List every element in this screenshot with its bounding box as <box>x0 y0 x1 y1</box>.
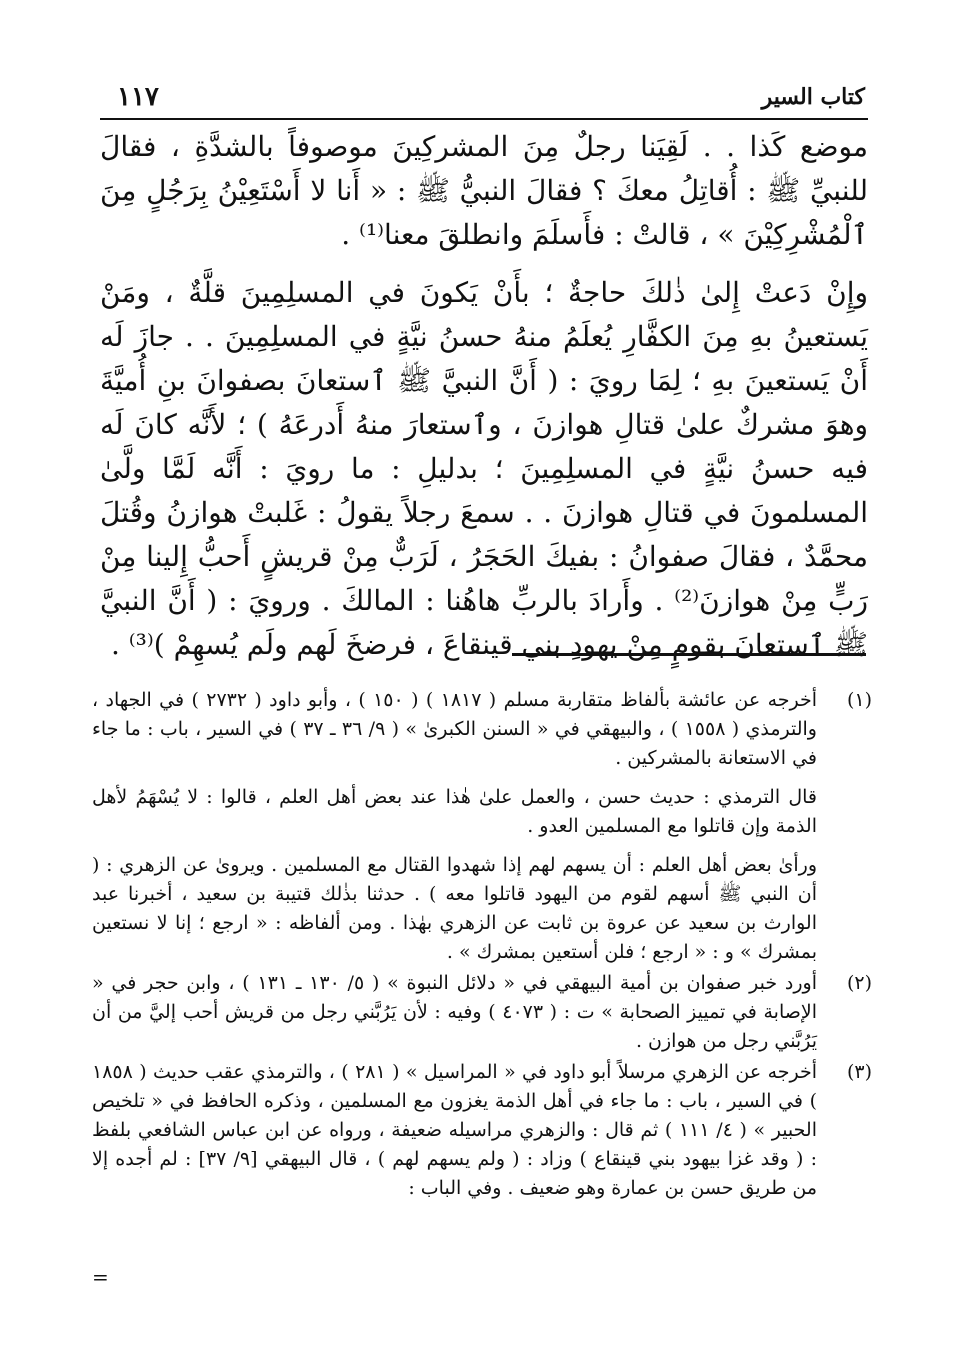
footnote-divider <box>512 653 866 656</box>
main-paragraph: وإِنْ دَعتْ إِلىٰ ذٰلكَ حاجةٌ ؛ بأَنْ يَكونَ في المسلِمِينَ قلَّةٌ ، ومَنْ يَستعينُ بهِ مِنَ الكفَّارِ يُعلَمُ منهُ حسنُ نيَّةٍ في المسلِمِينَ . . جازَ لَه أَنْ يَستعينَ بهِ ؛ لِمَا رويَ : ( أَنَّ النبيَّ ﷺ ٱستعانَ بصفوانَ بنِ أُميَّةَ وهوَ مشركٌ علىٰ قتالِ هوازنَ ، وٱستعارَ منهُ أَدرعَهُ ) ؛ لأَنَّه كانَ لَه فيه حسنُ نيَّةٍ في المسلِمِينَ ؛ بدليلِ : ما رويَ : أَنَّه لَمَّا ولَّىٰ المسلمونَ في قتالِ هوازنَ . . سمعَ رجلاً يقولُ : غَلبتْ هوازنُ وقُتلَ محمَّدٌ ، فقالَ صفوانُ : بفيكَ الحَجَرُ ، لَرَبٌّ مِنْ قريشٍ أَحبُّ إِلينا مِنْ رَبٍّ مِنْ هوازنَ⁽²⁾ . وأَرادَ بالربِّ هاهُنا : المالكَ . ورويَ : ( أَنَّ النبيَّ ﷺ ٱستعانَ بقومٍ مِنْ يهودِ بني قينقاعَ ، فرضخَ لَهم ولَم يُسهِمْ )⁽³⁾ . <box>100 276 869 661</box>
continuation-mark: = <box>92 1265 109 1289</box>
page-header <box>105 82 865 118</box>
footnote-paragraph: أخرجه عن عائشة بألفاظ متقاربة مسلم ( ١٨١٧ ) ( ١٥٠ ) ، وأبو داود ( ٢٧٣٢ ) في الجهاد ، والترمذي ( ١٥٥٨ ) ، والبيهقي في « السنن الكبرىٰ » ( ٩/ ٣٦ ـ ٣٧ ) في السير ، باب : ما جاء في الاستعانة بالمشركين . <box>92 689 818 769</box>
header-divider <box>100 118 868 120</box>
running-title: كتاب السير <box>761 84 865 110</box>
page-number: ١١٧ <box>117 82 159 112</box>
footnote-paragraph: أخرجه عن الزهري مرسلاً أبو داود في « المراسيل » ( ٢٨١ ) ، والترمذي عقب حديث ( ١٨٥٨ ) في السير ، باب : ما جاء في أهل الذمة يغزون مع المسلمين ، وذكره الحافظ في « تلخيص الحبير » ( ٤/ ١١١ ) ثم قال : والزهري مراسيله ضعيفة ، ورواه عن ابن عباس الشافعي بلفظ : ( وقد غزا بيهود بني قينقاع ) وزاد : ( ولم يسهم لهم ) ، قال البيهقي [٩/ ٣٧] : لم أجده إلا من طريق حسن بن عمارة وهو ضعيف . وفي الباب : <box>92 1061 818 1199</box>
footnotes <box>92 686 872 1203</box>
footnote-number: (١) <box>846 689 872 711</box>
footnote-paragraph: قال الترمذي : حديث حسن ، والعمل علىٰ هٰذا عند بعض أهل العلم ، قالوا : لا يُسْهَمُ لأهل الذمة وإن قاتلوا مع المسلمين العدو . <box>92 786 817 837</box>
footnote-paragraph: ورأىٰ بعض أهل العلم : أن يسهم لهم إذا شهدوا القتال مع المسلمين . ويروىٰ عن الزهري : ( أن النبي ﷺ أسهم لقوم من اليهود قاتلوا معه ) . حدثنا بذٰلك قتيبة بن سعيد ، أخبرنا عبد الوارث بن سعيد عن عروة بن ثابت عن الزهري بهٰذا . ومن ألفاظه : « ارجع ؛ إنا لا نستعين بمشرك » و : « ارجع ؛ فلن أستعين بمشرك » . <box>92 854 817 963</box>
footnote-3 <box>92 1058 872 1203</box>
main-paragraph: موضع كَذا . . لَقِيَنا رجلٌ مِنَ المشركِينَ موصوفاً بالشدَّةِ ، فقالَ للنبيِّ ﷺ : أُقاتِلُ معكَ ؟ فقالَ النبيُّ ﷺ : « أَنا لا أَسْتَعِيْنُ بِرَجُلٍ مِنَ ٱلْمُشْرِكِيْنَ » ، قالتْ : فأَسلَمَ وانطلقَ معنا⁽¹⁾ . <box>100 130 868 251</box>
footnote-2 <box>92 969 872 1056</box>
footnote-1 <box>92 686 872 967</box>
footnote-number: (٣) <box>846 1061 872 1083</box>
footnote-number: (٢) <box>846 972 872 994</box>
footnote-paragraph: أورد خبر صفوان بن أمية البيهقي في « دلائل النبوة » ( ٥/ ١٣٠ ـ ١٣١ ) ، وابن حجر في « الإصابة في تمييز الصحابة » ت : ( ٤٠٧٣ ) وفيه : لأن يَرُبَّني رجل من قريش أحب إليَّ من أن يَرُبَّني رجل من هوازن . <box>92 972 817 1052</box>
main-text <box>100 125 868 667</box>
